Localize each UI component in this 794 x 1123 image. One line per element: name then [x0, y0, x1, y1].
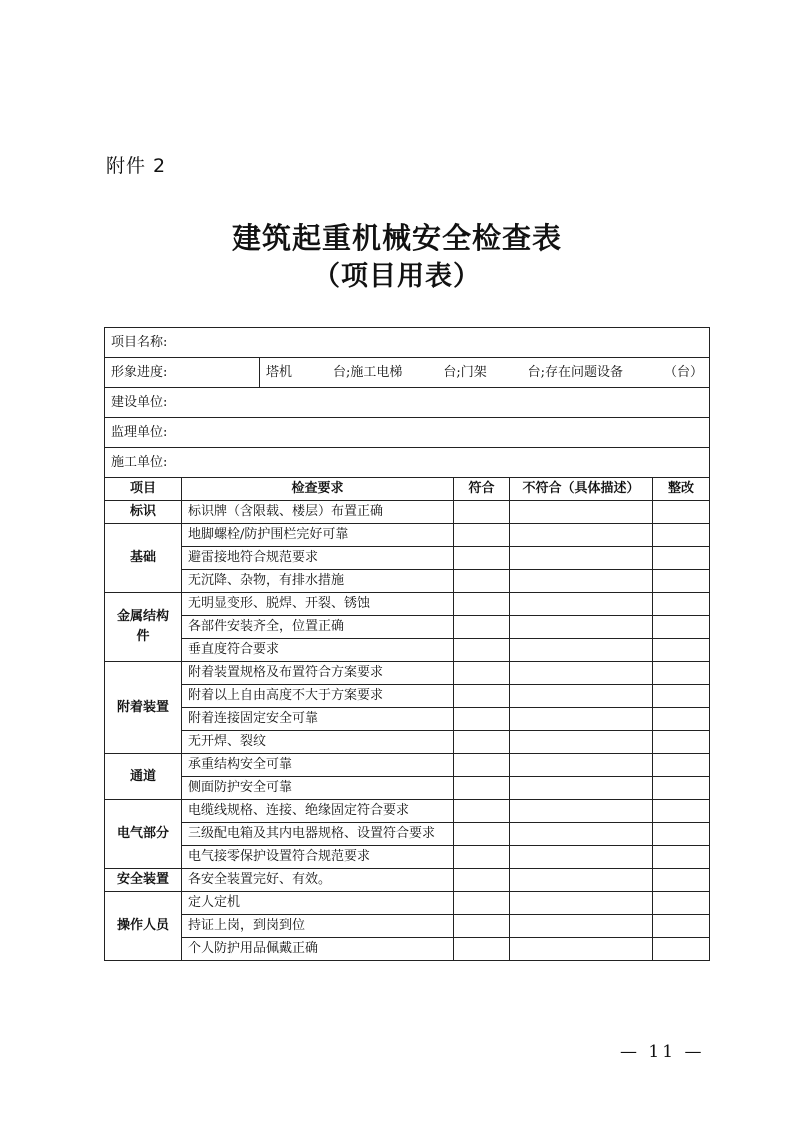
progress-problem-equipment: 台;存在问题设备: [527, 365, 624, 380]
comply-cell[interactable]: [454, 823, 510, 846]
table-row: [105, 593, 710, 616]
noncomply-cell[interactable]: [510, 892, 653, 915]
rectify-cell[interactable]: [653, 593, 710, 616]
noncomply-cell[interactable]: [510, 524, 653, 547]
header-requirement: 检查要求: [182, 478, 454, 501]
header-item: 项目: [105, 478, 182, 501]
rectify-cell[interactable]: [653, 501, 710, 524]
comply-cell[interactable]: [454, 800, 510, 823]
comply-cell[interactable]: [454, 662, 510, 685]
requirement-text: 持证上岗，到岗到位: [182, 915, 454, 938]
table-row: [105, 685, 710, 708]
requirement-text: 避雷接地符合规范要求: [182, 547, 454, 570]
rectify-cell[interactable]: [653, 708, 710, 731]
contractor-unit-field[interactable]: 施工单位:: [105, 448, 710, 478]
requirement-text: 定人定机: [182, 892, 454, 915]
comply-cell[interactable]: [454, 593, 510, 616]
rectify-cell[interactable]: [653, 547, 710, 570]
rectify-cell[interactable]: [653, 915, 710, 938]
rectify-cell[interactable]: [653, 938, 710, 961]
noncomply-cell[interactable]: [510, 662, 653, 685]
noncomply-cell[interactable]: [510, 869, 653, 892]
table-row: [105, 662, 710, 685]
rectify-cell[interactable]: [653, 639, 710, 662]
requirement-text: 电气接零保护设置符合规范要求: [182, 846, 454, 869]
noncomply-cell[interactable]: [510, 915, 653, 938]
requirement-text: 无沉降、杂物，有排水措施: [182, 570, 454, 593]
header-rectify: 整改: [653, 478, 710, 501]
noncomply-cell[interactable]: [510, 800, 653, 823]
requirement-text: 无开焊、裂纹: [182, 731, 454, 754]
rectify-cell[interactable]: [653, 524, 710, 547]
noncomply-cell[interactable]: [510, 754, 653, 777]
document-title: 建筑起重机械安全检查表: [231, 221, 562, 255]
requirement-text: 各部件安装齐全，位置正确: [182, 616, 454, 639]
rectify-cell[interactable]: [653, 846, 710, 869]
rectify-cell[interactable]: [653, 616, 710, 639]
noncomply-cell[interactable]: [510, 731, 653, 754]
attachment-label: 附件 2: [106, 155, 167, 177]
noncomply-cell[interactable]: [510, 685, 653, 708]
comply-cell[interactable]: [454, 501, 510, 524]
table-row: [105, 823, 710, 846]
noncomply-cell[interactable]: [510, 616, 653, 639]
comply-cell[interactable]: [454, 846, 510, 869]
requirement-text: 地脚螺栓/防护围栏完好可靠: [182, 524, 454, 547]
noncomply-cell[interactable]: [510, 639, 653, 662]
page-number: — 11 —: [620, 1042, 705, 1062]
rectify-cell[interactable]: [653, 869, 710, 892]
progress-field[interactable]: [260, 358, 710, 388]
noncomply-cell[interactable]: [510, 570, 653, 593]
project-name-field[interactable]: 项目名称:: [105, 328, 710, 358]
noncomply-cell[interactable]: [510, 777, 653, 800]
table-row: [105, 731, 710, 754]
noncomply-cell[interactable]: [510, 708, 653, 731]
noncomply-cell[interactable]: [510, 846, 653, 869]
requirement-text: 各安全装置完好、有效。: [182, 869, 454, 892]
table-row: [105, 777, 710, 800]
rectify-cell[interactable]: [653, 685, 710, 708]
table-row: [105, 708, 710, 731]
rectify-cell[interactable]: [653, 892, 710, 915]
rectify-cell[interactable]: [653, 570, 710, 593]
construction-unit-field[interactable]: 建设单位:: [105, 388, 710, 418]
requirement-text: 附着装置规格及布置符合方案要求: [182, 662, 454, 685]
comply-cell[interactable]: [454, 616, 510, 639]
table-row: [105, 892, 710, 915]
table-row: [105, 915, 710, 938]
progress-elevator: 台;施工电梯: [332, 365, 403, 380]
rectify-cell[interactable]: [653, 754, 710, 777]
section-name: 通道: [105, 754, 182, 800]
table-row: [105, 639, 710, 662]
progress-tower-crane: 塔机: [266, 365, 293, 380]
comply-cell[interactable]: [454, 524, 510, 547]
rectify-cell[interactable]: [653, 662, 710, 685]
info-row-contractor: [105, 448, 710, 478]
comply-cell[interactable]: [454, 869, 510, 892]
requirement-text: 电缆线规格、连接、绝缘固定符合要求: [182, 800, 454, 823]
noncomply-cell[interactable]: [510, 593, 653, 616]
table-row: [105, 547, 710, 570]
comply-cell[interactable]: [454, 570, 510, 593]
comply-cell[interactable]: [454, 685, 510, 708]
header-noncomply: 不符合（具体描述）: [510, 478, 653, 501]
section-name: 金属结构件: [105, 593, 182, 662]
section-name: 基础: [105, 524, 182, 593]
rectify-cell[interactable]: [653, 823, 710, 846]
table-row: [105, 754, 710, 777]
comply-cell[interactable]: [454, 639, 510, 662]
progress-label: 形象进度:: [105, 358, 260, 388]
section-name: 安全装置: [105, 869, 182, 892]
table-row: [105, 524, 710, 547]
noncomply-cell[interactable]: [510, 547, 653, 570]
requirement-text: 垂直度符合要求: [182, 639, 454, 662]
info-row-progress: [105, 358, 710, 388]
table-row: [105, 800, 710, 823]
info-row-construction: [105, 388, 710, 418]
table-row: [105, 938, 710, 961]
comply-cell[interactable]: [454, 754, 510, 777]
noncomply-cell[interactable]: [510, 938, 653, 961]
rectify-cell[interactable]: [653, 777, 710, 800]
header-row: [105, 478, 710, 501]
table-row: [105, 570, 710, 593]
progress-unit: （台）: [664, 365, 704, 380]
comply-cell[interactable]: [454, 731, 510, 754]
table-row: [105, 846, 710, 869]
table-row: [105, 616, 710, 639]
section-name: 电气部分: [105, 800, 182, 869]
rectify-cell[interactable]: [653, 800, 710, 823]
requirement-text: 附着连接固定安全可靠: [182, 708, 454, 731]
requirement-text: 无明显变形、脱焊、开裂、锈蚀: [182, 593, 454, 616]
inspection-table: [104, 327, 710, 961]
section-name: 标识: [105, 501, 182, 524]
info-row-project: [105, 328, 710, 358]
comply-cell[interactable]: [454, 777, 510, 800]
progress-gantry: 台;门架: [443, 365, 487, 380]
requirement-text: 侧面防护安全可靠: [182, 777, 454, 800]
table-row: [105, 869, 710, 892]
requirement-text: 三级配电箱及其内电器规格、设置符合要求: [182, 823, 454, 846]
requirement-text: 承重结构安全可靠: [182, 754, 454, 777]
comply-cell[interactable]: [454, 547, 510, 570]
requirement-text: 附着以上自由高度不大于方案要求: [182, 685, 454, 708]
requirement-text: 个人防护用品佩戴正确: [182, 938, 454, 961]
comply-cell[interactable]: [454, 892, 510, 915]
supervision-unit-field[interactable]: 监理单位:: [105, 418, 710, 448]
comply-cell[interactable]: [454, 938, 510, 961]
table-row: [105, 501, 710, 524]
noncomply-cell[interactable]: [510, 501, 653, 524]
requirement-text: 标识牌（含限载、楼层）布置正确: [182, 501, 454, 524]
section-name: 操作人员: [105, 892, 182, 961]
noncomply-cell[interactable]: [510, 823, 653, 846]
rectify-cell[interactable]: [653, 731, 710, 754]
document-subtitle: （项目用表）: [313, 261, 481, 292]
section-name: 附着装置: [105, 662, 182, 754]
info-row-supervision: [105, 418, 710, 448]
comply-cell[interactable]: [454, 915, 510, 938]
comply-cell[interactable]: [454, 708, 510, 731]
header-comply: 符合: [454, 478, 510, 501]
